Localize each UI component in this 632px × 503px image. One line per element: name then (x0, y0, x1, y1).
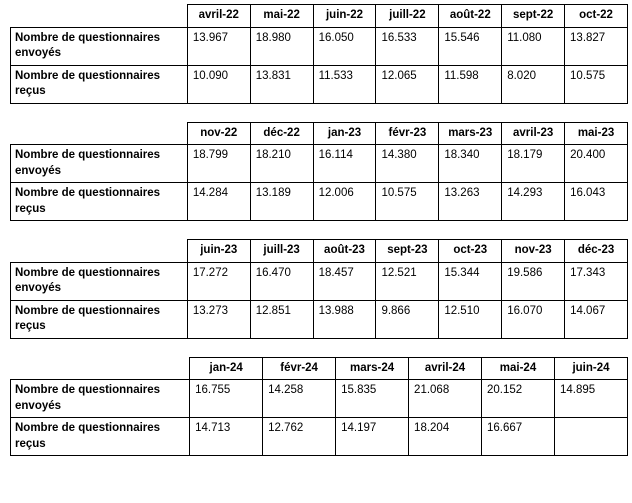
data-cell: 13.263 (439, 183, 502, 221)
data-cell: 14.284 (187, 183, 250, 221)
data-cell: 18.799 (187, 145, 250, 183)
column-header: sept-22 (502, 5, 565, 28)
data-cell: 18.457 (313, 262, 376, 300)
table-header-row (11, 5, 628, 28)
data-cell: 18.210 (250, 145, 313, 183)
row-label: Nombre de questionnaires reçus (11, 183, 188, 221)
column-header: avril-23 (502, 122, 565, 145)
column-header: juin-24 (554, 357, 627, 380)
table-header-row (11, 122, 628, 145)
row-label: Nombre de questionnaires reçus (11, 418, 190, 456)
data-cell: 11.080 (502, 27, 565, 65)
data-cell: 11.533 (313, 65, 376, 103)
column-header: avril-22 (187, 5, 250, 28)
data-cell: 16.114 (313, 145, 376, 183)
column-header: mai-23 (565, 122, 628, 145)
column-header: mai-24 (482, 357, 555, 380)
data-cell: 10.575 (376, 183, 439, 221)
data-cell: 13.189 (250, 183, 313, 221)
data-cell: 13.827 (565, 27, 628, 65)
column-header: mars-24 (336, 357, 409, 380)
data-cell: 16.755 (190, 380, 263, 418)
data-cell: 13.988 (313, 300, 376, 338)
table-corner-cell (11, 5, 188, 28)
column-header: févr-23 (376, 122, 439, 145)
data-cell: 16.667 (482, 418, 555, 456)
data-cell: 18.980 (250, 27, 313, 65)
column-header: déc-23 (565, 240, 628, 263)
data-cell: 18.179 (502, 145, 565, 183)
column-header: oct-22 (565, 5, 628, 28)
data-cell: 14.293 (502, 183, 565, 221)
table-header-row (11, 240, 628, 263)
data-cell: 14.713 (190, 418, 263, 456)
table-row (11, 145, 628, 183)
row-label: Nombre de questionnaires envoyés (11, 27, 188, 65)
data-cell: 17.272 (187, 262, 250, 300)
row-label: Nombre de questionnaires envoyés (11, 145, 188, 183)
data-cell: 16.533 (376, 27, 439, 65)
questionnaires-table-3 (10, 239, 628, 339)
column-header: jan-23 (313, 122, 376, 145)
table-row (11, 418, 628, 456)
column-header: juin-23 (187, 240, 250, 263)
column-header: déc-22 (250, 122, 313, 145)
data-cell: 16.043 (565, 183, 628, 221)
table-row (11, 65, 628, 103)
row-label: Nombre de questionnaires envoyés (11, 380, 190, 418)
row-label: Nombre de questionnaires reçus (11, 300, 188, 338)
data-cell: 9.866 (376, 300, 439, 338)
data-cell: 12.510 (439, 300, 502, 338)
data-cell: 13.831 (250, 65, 313, 103)
data-cell: 8.020 (502, 65, 565, 103)
data-cell: 16.070 (502, 300, 565, 338)
table-row (11, 300, 628, 338)
data-cell: 18.340 (439, 145, 502, 183)
data-cell: 19.586 (502, 262, 565, 300)
row-label: Nombre de questionnaires envoyés (11, 262, 188, 300)
data-cell: 12.521 (376, 262, 439, 300)
column-header: jan-24 (190, 357, 263, 380)
data-cell: 13.967 (187, 27, 250, 65)
data-cell: 18.204 (409, 418, 482, 456)
column-header: juill-23 (250, 240, 313, 263)
column-header: août-23 (313, 240, 376, 263)
column-header: nov-22 (187, 122, 250, 145)
data-cell: 12.762 (263, 418, 336, 456)
table-row (11, 27, 628, 65)
table-header-row (11, 357, 628, 380)
column-header: mars-23 (439, 122, 502, 145)
data-cell: 13.273 (187, 300, 250, 338)
column-header: nov-23 (502, 240, 565, 263)
data-cell: 14.197 (336, 418, 409, 456)
data-cell: 20.152 (482, 380, 555, 418)
data-cell: 16.470 (250, 262, 313, 300)
table-corner-cell (11, 240, 188, 263)
data-cell: 12.065 (376, 65, 439, 103)
questionnaires-table-1 (10, 4, 628, 104)
column-header: mai-22 (250, 5, 313, 28)
table-corner-cell (11, 357, 190, 380)
data-cell: 14.067 (565, 300, 628, 338)
table-row (11, 262, 628, 300)
table-corner-cell (11, 122, 188, 145)
column-header: févr-24 (263, 357, 336, 380)
data-cell: 20.400 (565, 145, 628, 183)
row-label: Nombre de questionnaires reçus (11, 65, 188, 103)
column-header: juill-22 (376, 5, 439, 28)
questionnaires-table-2 (10, 122, 628, 222)
data-cell: 11.598 (439, 65, 502, 103)
table-row (11, 183, 628, 221)
data-cell: 10.090 (187, 65, 250, 103)
data-cell (554, 418, 627, 456)
data-cell: 21.068 (409, 380, 482, 418)
column-header: avril-24 (409, 357, 482, 380)
column-header: août-22 (439, 5, 502, 28)
data-cell: 12.851 (250, 300, 313, 338)
data-cell: 10.575 (565, 65, 628, 103)
column-header: oct-23 (439, 240, 502, 263)
data-cell: 16.050 (313, 27, 376, 65)
column-header: juin-22 (313, 5, 376, 28)
data-cell: 17.343 (565, 262, 628, 300)
data-cell: 14.380 (376, 145, 439, 183)
data-cell: 14.258 (263, 380, 336, 418)
data-cell: 15.835 (336, 380, 409, 418)
table-row (11, 380, 628, 418)
data-cell: 14.895 (554, 380, 627, 418)
data-cell: 12.006 (313, 183, 376, 221)
column-header: sept-23 (376, 240, 439, 263)
questionnaires-table-4 (10, 357, 628, 457)
data-cell: 15.546 (439, 27, 502, 65)
data-cell: 15.344 (439, 262, 502, 300)
